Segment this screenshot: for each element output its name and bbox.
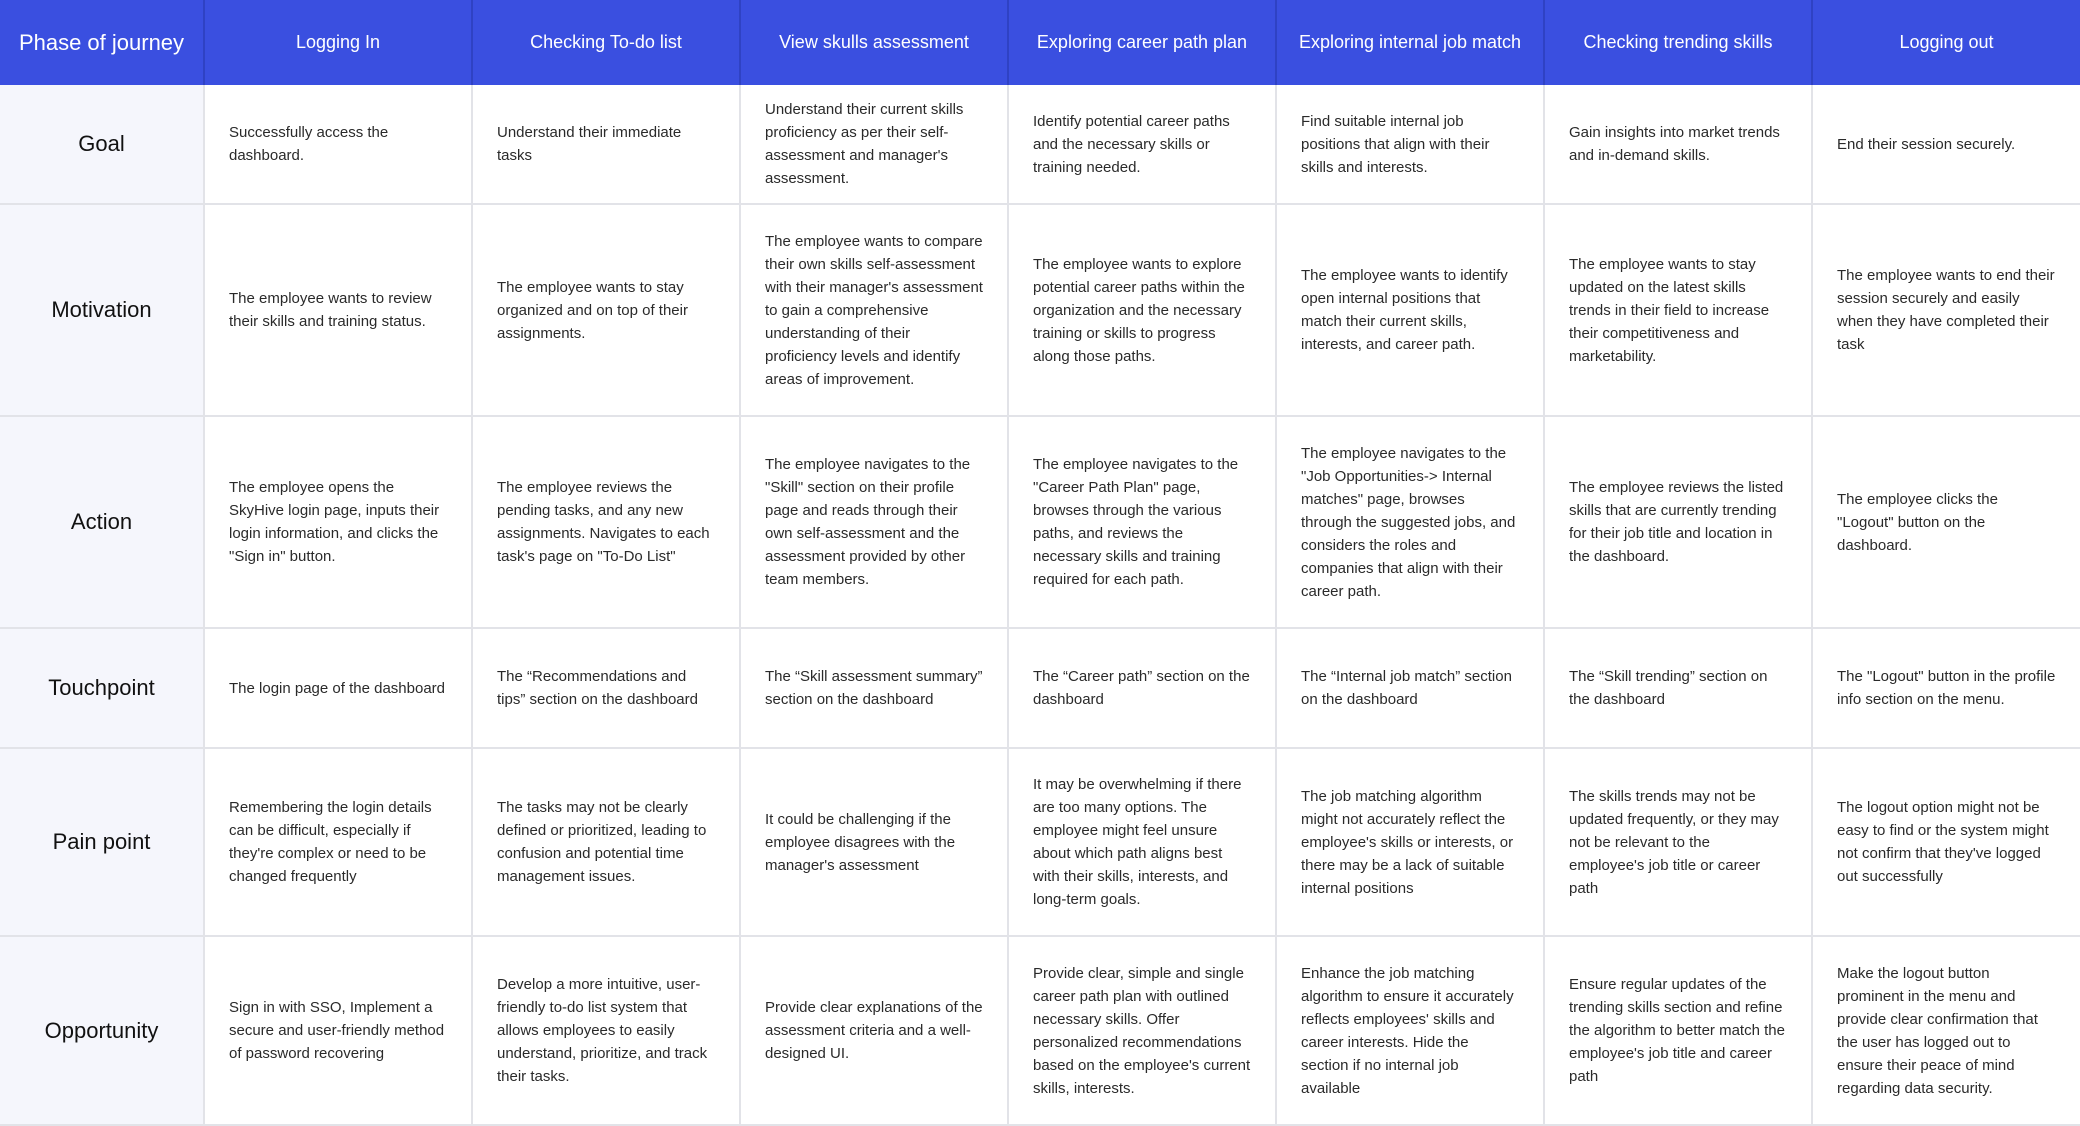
pain-point-cell: The tasks may not be clearly defined or prioritized, leading to confusion and potential time management issues.: [473, 749, 741, 937]
goal-cell: Understand their current skills proficiency as per their self-assessment and manager's assessment.: [741, 85, 1009, 205]
goal-cell: End their session securely.: [1813, 85, 2080, 205]
action-cell: The employee navigates to the "Skill" section on their profile page and reads through their own self-assessment and the assessment provided by other team members.: [741, 417, 1009, 629]
motivation-cell: The employee wants to compare their own skills self-assessment with their manager's assessment to gain a comprehensive understanding of their proficiency levels and identify areas of improvement.: [741, 205, 1009, 417]
header-phase-skills-assessment: View skulls assessment: [741, 0, 1009, 85]
touchpoint-cell: The “Skill trending” section on the dashboard: [1545, 629, 1813, 749]
header-phase-career-path: Exploring career path plan: [1009, 0, 1277, 85]
touchpoint-cell: The “Career path” section on the dashboard: [1009, 629, 1277, 749]
row-label-action: Action: [0, 417, 205, 629]
opportunity-cell: Sign in with SSO, Implement a secure and user-friendly method of password recovering: [205, 937, 473, 1126]
header-phase-trending-skills: Checking trending skills: [1545, 0, 1813, 85]
header-phase-internal-job-match: Exploring internal job match: [1277, 0, 1545, 85]
opportunity-cell: Develop a more intuitive, user-friendly to-do list system that allows employees to easily understand, prioritize, and track their tasks.: [473, 937, 741, 1126]
row-label-pain-point: Pain point: [0, 749, 205, 937]
action-cell: The employee navigates to the "Job Opportunities-> Internal matches" page, browses through the suggested jobs, and considers the roles and companies that align with their career path.: [1277, 417, 1545, 629]
opportunity-cell: Ensure regular updates of the trending skills section and refine the algorithm to better match the employee's job title and career path: [1545, 937, 1813, 1126]
goal-cell: Successfully access the dashboard.: [205, 85, 473, 205]
opportunity-cell: Enhance the job matching algorithm to ensure it accurately reflects employees' skills and career interests. Hide the section if no internal job available: [1277, 937, 1545, 1126]
touchpoint-cell: The “Skill assessment summary” section on the dashboard: [741, 629, 1009, 749]
goal-cell: Understand their immediate tasks: [473, 85, 741, 205]
row-label-opportunity: Opportunity: [0, 937, 205, 1126]
pain-point-cell: The job matching algorithm might not accurately reflect the employee's skills or interests, or there may be a lack of suitable internal positions: [1277, 749, 1545, 937]
action-cell: The employee navigates to the "Career Path Plan" page, browses through the various paths, and reviews the necessary skills and training required for each path.: [1009, 417, 1277, 629]
motivation-cell: The employee wants to stay updated on the latest skills trends in their field to increase their competitiveness and marketability.: [1545, 205, 1813, 417]
opportunity-cell: Make the logout button prominent in the menu and provide clear confirmation that the user has logged out to ensure their peace of mind regarding data security.: [1813, 937, 2080, 1126]
opportunity-cell: Provide clear, simple and single career path plan with outlined necessary skills. Offer personalized recommendations based on the employee's current skills, interests.: [1009, 937, 1277, 1126]
touchpoint-cell: The login page of the dashboard: [205, 629, 473, 749]
touchpoint-cell: The “Internal job match” section on the dashboard: [1277, 629, 1545, 749]
header-phase-logging-out: Logging out: [1813, 0, 2080, 85]
action-cell: The employee reviews the pending tasks, and any new assignments. Navigates to each task's page on "To-Do List": [473, 417, 741, 629]
row-label-goal: Goal: [0, 85, 205, 205]
header-phase-of-journey: Phase of journey: [0, 0, 205, 85]
pain-point-cell: Remembering the login details can be difficult, especially if they're complex or need to be changed frequently: [205, 749, 473, 937]
motivation-cell: The employee wants to review their skills and training status.: [205, 205, 473, 417]
pain-point-cell: The skills trends may not be updated frequently, or they may not be relevant to the employee's job title or career path: [1545, 749, 1813, 937]
row-label-touchpoint: Touchpoint: [0, 629, 205, 749]
pain-point-cell: It could be challenging if the employee disagrees with the manager's assessment: [741, 749, 1009, 937]
action-cell: The employee clicks the "Logout" button on the dashboard.: [1813, 417, 2080, 629]
pain-point-cell: It may be overwhelming if there are too many options. The employee might feel unsure about which path aligns best with their skills, interests, and long-term goals.: [1009, 749, 1277, 937]
goal-cell: Find suitable internal job positions that align with their skills and interests.: [1277, 85, 1545, 205]
opportunity-cell: Provide clear explanations of the assessment criteria and a well-designed UI.: [741, 937, 1009, 1126]
motivation-cell: The employee wants to end their session securely and easily when they have completed their task: [1813, 205, 2080, 417]
header-phase-checking-todo: Checking To-do list: [473, 0, 741, 85]
motivation-cell: The employee wants to stay organized and on top of their assignments.: [473, 205, 741, 417]
motivation-cell: The employee wants to identify open internal positions that match their current skills, interests, and career path.: [1277, 205, 1545, 417]
row-label-motivation: Motivation: [0, 205, 205, 417]
pain-point-cell: The logout option might not be easy to find or the system might not confirm that they've logged out successfully: [1813, 749, 2080, 937]
goal-cell: Identify potential career paths and the necessary skills or training needed.: [1009, 85, 1277, 205]
action-cell: The employee reviews the listed skills that are currently trending for their job title and location in the dashboard.: [1545, 417, 1813, 629]
touchpoint-cell: The "Logout" button in the profile info section on the menu.: [1813, 629, 2080, 749]
motivation-cell: The employee wants to explore potential career paths within the organization and the necessary training or skills to progress along those paths.: [1009, 205, 1277, 417]
action-cell: The employee opens the SkyHive login page, inputs their login information, and clicks the "Sign in" button.: [205, 417, 473, 629]
goal-cell: Gain insights into market trends and in-demand skills.: [1545, 85, 1813, 205]
touchpoint-cell: The “Recommendations and tips” section on the dashboard: [473, 629, 741, 749]
header-phase-logging-in: Logging In: [205, 0, 473, 85]
